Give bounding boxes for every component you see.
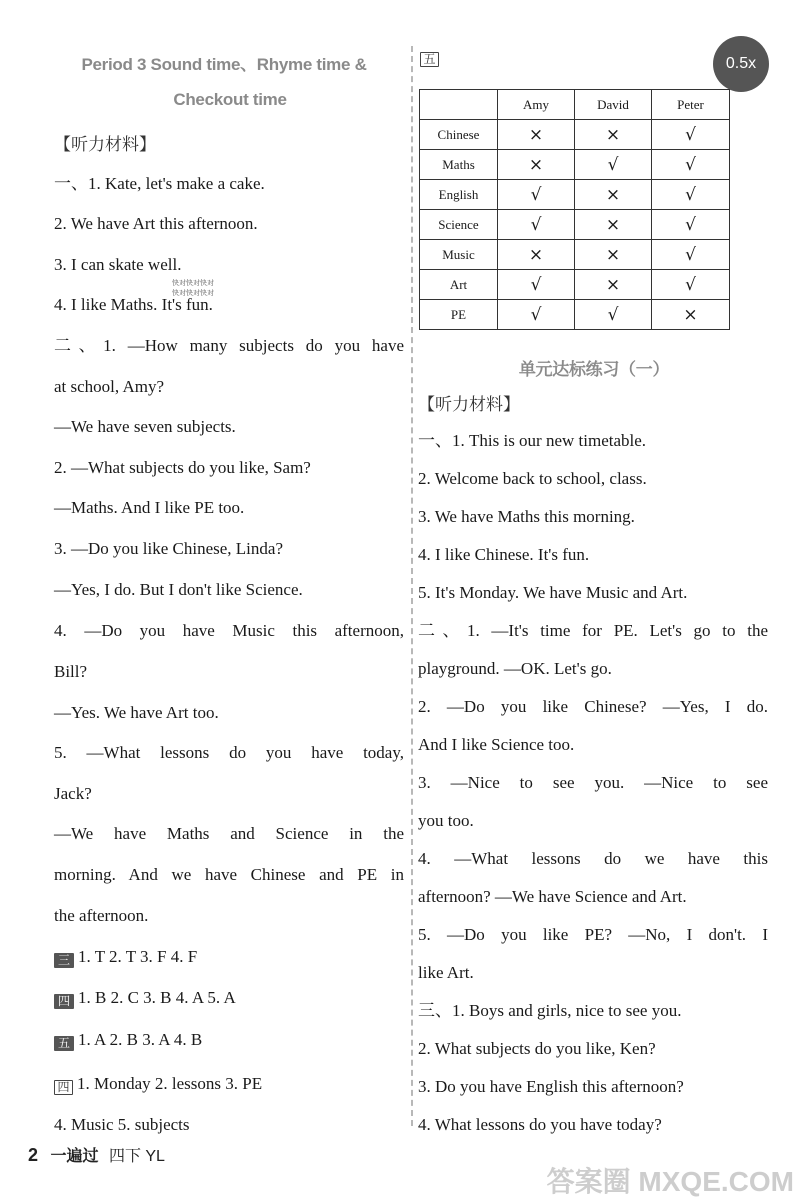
text-line: 2. Welcome back to school, class. (418, 469, 647, 488)
mark-cell: √ (575, 150, 652, 180)
text-line: 一、1. This is our new timetable. (418, 431, 647, 450)
section-4-outline-icon: 四 (54, 1080, 73, 1095)
page-footer (28, 1143, 165, 1166)
answer-text: 1. B 2. C 3. B 4. A 5. A (78, 988, 236, 1007)
mark-cell: √ (575, 300, 652, 330)
text-line: 2. We have Art this afternoon. (54, 214, 258, 233)
brand-logo: 一遍过 (50, 1148, 99, 1165)
section-3-icon: 三 (54, 953, 74, 968)
stamp-caption: 快对快对快对 (172, 289, 214, 297)
text-line: 4. I like Maths. It's fun. (54, 295, 213, 314)
stamp-caption: 快对快对快对 (172, 279, 214, 287)
text-line: 二、1. —How many subjects do you have (54, 336, 404, 355)
section-5-icon: 五 (54, 1036, 74, 1051)
text-line: —Maths. And I like PE too. (54, 498, 245, 517)
text-line: at school, Amy? (54, 377, 165, 396)
text-line: afternoon? —We have Science and Art. (418, 887, 687, 906)
mark-cell: √ (652, 120, 730, 150)
table-header-row (420, 90, 730, 120)
subject-cell: Music (420, 240, 498, 270)
text-line: 4. What lessons do you have today? (418, 1115, 662, 1134)
table-row (420, 180, 730, 210)
table-row (420, 210, 730, 240)
section-5-outline-icon: 五 (420, 52, 439, 67)
mark-cell: √ (652, 240, 730, 270)
mark-cell: × (575, 180, 652, 210)
text-line: 4. —What lessons do we have this (418, 849, 768, 868)
answer-line (54, 988, 236, 1009)
listening-material-tag: 【听力材料】 (418, 395, 520, 415)
text-line: —Yes, I do. But I don't like Science. (54, 580, 303, 599)
text-line: 5. —What lessons do you have today, (54, 743, 404, 762)
mark-cell: √ (498, 300, 575, 330)
text-line: 2. —Do you like Chinese? —Yes, I do. (418, 697, 768, 716)
text-line: 3. We have Maths this morning. (418, 507, 635, 526)
text-line: Jack? (54, 784, 92, 803)
mark-cell: × (575, 270, 652, 300)
zoom-level-badge[interactable]: 0.5x (713, 36, 769, 92)
subject-preference-table (419, 89, 730, 330)
site-watermark: 答案圈 MXQE.COM (546, 1166, 794, 1197)
mark-cell: √ (652, 150, 730, 180)
text-line: 5. —Do you like PE? —No, I don't. I (418, 925, 768, 944)
text-line: 5. It's Monday. We have Music and Art. (418, 583, 688, 602)
mark-cell: √ (498, 180, 575, 210)
mark-cell: × (575, 210, 652, 240)
text-line: 4. Music 5. subjects (54, 1115, 190, 1134)
subject-cell: Chinese (420, 120, 498, 150)
mark-cell: × (498, 150, 575, 180)
text-line: —We have seven subjects. (54, 417, 236, 436)
grade-label: 四下 YL (108, 1148, 165, 1165)
mark-cell: × (498, 120, 575, 150)
text-line: 3. Do you have English this afternoon? (418, 1077, 684, 1096)
text-line: 一、1. Kate, let's make a cake. (54, 174, 265, 193)
subject-cell: PE (420, 300, 498, 330)
mark-cell: √ (652, 270, 730, 300)
subject-cell: Maths (420, 150, 498, 180)
period-heading-line1: Period 3 Sound time、Rhyme time & (81, 55, 367, 74)
text-line: 2. What subjects do you like, Ken? (418, 1039, 656, 1058)
text-line: 4. I like Chinese. It's fun. (418, 545, 590, 564)
mark-cell: × (652, 300, 730, 330)
listening-material-tag: 【听力材料】 (54, 135, 156, 155)
text-line: And I like Science too. (418, 735, 575, 754)
text-line: —Yes. We have Art too. (54, 703, 219, 722)
answer-line (54, 1030, 202, 1051)
text-line: like Art. (418, 963, 474, 982)
section-4-icon: 四 (54, 994, 74, 1009)
answer-text: 1. Monday 2. lessons 3. PE (77, 1074, 263, 1093)
text-line: you too. (418, 811, 474, 830)
period-heading-line2: Checkout time (173, 90, 287, 109)
mark-cell: × (575, 240, 652, 270)
mark-cell: √ (498, 270, 575, 300)
mark-cell: √ (498, 210, 575, 240)
text-line: morning. And we have Chinese and PE in (54, 865, 404, 884)
text-line: 三、1. Boys and girls, nice to see you. (418, 1001, 682, 1020)
column-header: Amy (498, 90, 575, 120)
text-line: 3. —Do you like Chinese, Linda? (54, 539, 283, 558)
text-line: 2. —What subjects do you like, Sam? (54, 458, 311, 477)
mark-cell: × (575, 120, 652, 150)
text-line: 3. I can skate well. (54, 255, 182, 274)
table-row (420, 240, 730, 270)
table-row (420, 150, 730, 180)
answer-text: 1. A 2. B 3. A 4. B (78, 1030, 203, 1049)
text-line: 二、1. —It's time for PE. Let's go to the (418, 621, 768, 640)
subject-cell: English (420, 180, 498, 210)
column-divider (411, 46, 413, 1126)
answer-line (54, 947, 197, 968)
table-corner-cell (420, 90, 498, 120)
answer-text: 1. T 2. T 3. F 4. F (78, 947, 198, 966)
text-line: 4. —Do you have Music this afternoon, (54, 621, 404, 640)
table-row (420, 300, 730, 330)
subject-cell: Art (420, 270, 498, 300)
text-line: 3. —Nice to see you. —Nice to see (418, 773, 768, 792)
table-row (420, 270, 730, 300)
text-line: Bill? (54, 662, 88, 681)
text-line: the afternoon. (54, 906, 149, 925)
text-line: —We have Maths and Science in the (54, 824, 404, 843)
page-number: 2 (28, 1145, 39, 1165)
column-header: Peter (652, 90, 730, 120)
mark-cell: √ (652, 210, 730, 240)
mark-cell: × (498, 240, 575, 270)
table-row (420, 120, 730, 150)
column-header: David (575, 90, 652, 120)
mark-cell: √ (652, 180, 730, 210)
text-line: playground. —OK. Let's go. (418, 659, 612, 678)
unit-exercise-heading: 单元达标练习（一） (518, 360, 670, 380)
subject-cell: Science (420, 210, 498, 240)
answer-line (54, 1074, 262, 1095)
